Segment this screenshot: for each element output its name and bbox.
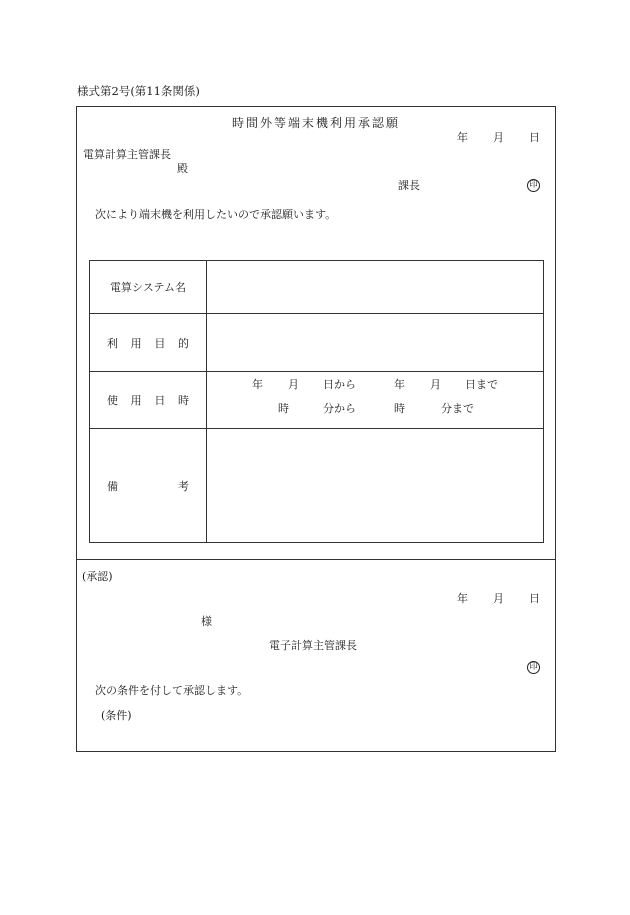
datetime-field[interactable] [207, 372, 543, 428]
label-purpose-char: 用 [130, 336, 142, 350]
datetime-start-year: 年 [252, 378, 263, 391]
approval-date-year: 年 [457, 592, 468, 605]
approver-seal-mark: 印 [527, 661, 540, 674]
recipient-honorific: 様 [201, 615, 212, 628]
datetime-end-year: 年 [394, 378, 405, 391]
table-row-purpose [90, 313, 543, 371]
approval-date-month: 月 [493, 592, 504, 605]
application-table [89, 260, 544, 543]
approval-text: 次の条件を付して承認します。 [95, 684, 249, 697]
label-datetime [90, 372, 207, 428]
purpose-field[interactable] [207, 314, 543, 371]
label-system-name [90, 261, 207, 313]
approval-header: (承認) [82, 570, 113, 583]
application-date-day: 日 [529, 131, 540, 144]
table-row-datetime [90, 371, 543, 428]
conditions-label: (条件) [101, 709, 132, 722]
section-divider [76, 559, 556, 560]
datetime-start-day: 日から [323, 378, 356, 391]
form-title: 時間外等端末機利用承認願 [231, 116, 400, 130]
datetime-start-month: 月 [288, 378, 299, 391]
label-datetime-char: 日 [154, 394, 166, 407]
label-purpose-char: 的 [177, 336, 189, 350]
system-name-field[interactable] [207, 261, 543, 313]
application-date-month: 月 [493, 131, 504, 144]
addressee: 電算計算主管課長 [83, 148, 171, 161]
datetime-start-minute: 分から [323, 402, 356, 415]
label-purpose-char: 目 [154, 336, 166, 350]
datetime-end-month: 月 [430, 378, 441, 391]
approver-title: 電子計算主管課長 [269, 639, 357, 652]
label-system-name-text: 電算システム名 [110, 281, 186, 294]
label-purpose-char: 利 [107, 336, 118, 350]
datetime-end-day: 日まで [465, 378, 498, 391]
datetime-end-hour: 時 [394, 402, 405, 415]
form-number: 様式第2号(第11条関係) [77, 84, 200, 98]
label-datetime-char: 使 [107, 394, 118, 407]
label-remarks-char: 考 [178, 479, 189, 493]
applicant-title: 課長 [398, 179, 420, 192]
label-remarks-char: 備 [107, 479, 118, 493]
table-row-remarks [90, 428, 543, 542]
addressee-honorific: 殿 [177, 162, 188, 175]
label-remarks [90, 429, 207, 542]
request-text: 次により端末機を利用したいので承認願います。 [95, 208, 337, 221]
remarks-field[interactable] [207, 429, 543, 542]
approval-date-day: 日 [529, 592, 540, 605]
label-purpose [90, 314, 207, 371]
label-datetime-char: 用 [130, 394, 142, 407]
datetime-end-minute: 分まで [441, 402, 474, 415]
application-date-year: 年 [457, 131, 468, 144]
datetime-start-hour: 時 [278, 402, 289, 415]
table-row-system-name [90, 261, 543, 313]
label-datetime-char: 時 [177, 394, 189, 407]
applicant-seal-mark: 印 [527, 179, 540, 192]
